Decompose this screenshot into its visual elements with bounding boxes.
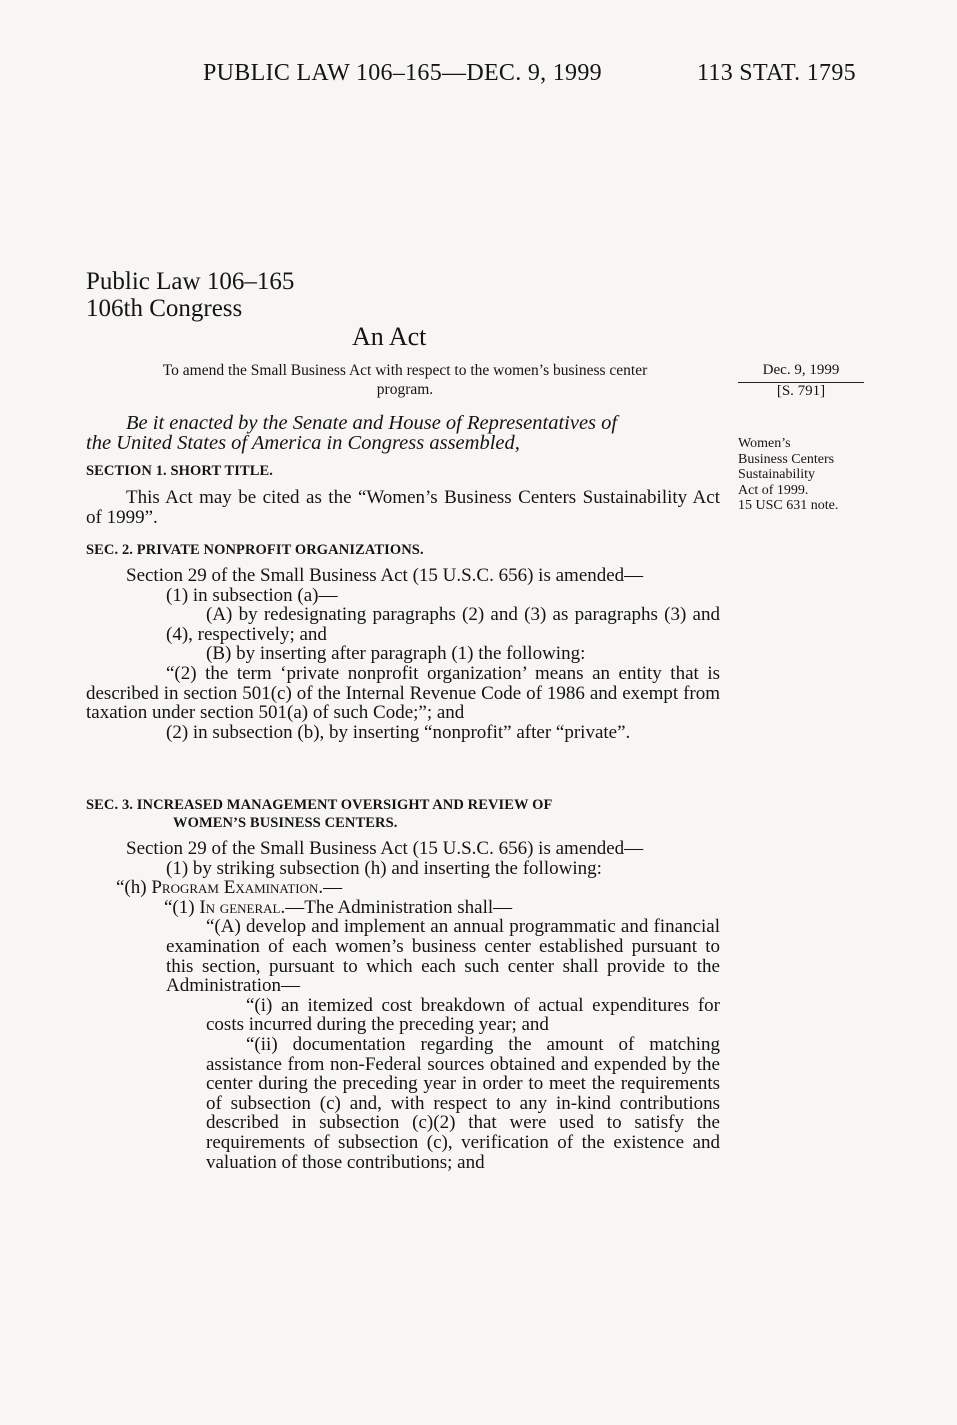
section-2-para-1B: (B) by inserting after paragraph (1) the following: <box>206 643 586 665</box>
purpose-line-2: program. <box>376 381 434 398</box>
section-2-para-2: (2) in subsection (b), by inserting “nonprofit” after “private”. <box>166 721 631 743</box>
act-purpose <box>112 361 698 399</box>
enactment-date: Dec. 9, 1999 <box>762 362 840 378</box>
clause-ii: “(ii) documentation regarding the amount of matching assistance from non-Federal sources obtained and expended by the center during the preceding year in order to meet the requirements of subsection (c) and, with respect to any in-kind contributions described in subsection (c)(2) that were used to satisfy the requirements of subsection (c), verification of the existence and valuation of those contributions; and <box>206 1033 720 1173</box>
paragraph-h1-text: —The Administration shall— <box>285 896 513 918</box>
section-3-heading-line-1: SEC. 3. INCREASED MANAGEMENT OVERSIGHT AND REVIEW OF <box>86 797 553 813</box>
section-1-text: This Act may be cited as the “Women’s Business Centers Sustainability Act of 1999”. <box>86 487 720 528</box>
section-3-heading-line-2: WOMEN’S BUSINESS CENTERS. <box>173 815 398 831</box>
section-2-intro: Section 29 of the Small Business Act (15 U.S.C. 656) is amended— <box>126 565 644 586</box>
subsection-h-heading <box>86 878 720 898</box>
subsection-h-prefix: “(h) <box>116 877 152 899</box>
clause-i: “(i) an itemized cost breakdown of actual expenditures for costs incurred during the preceding year; and <box>206 994 720 1036</box>
section-2-heading: SEC. 2. PRIVATE NONPROFIT ORGANIZATIONS. <box>86 542 424 558</box>
section-3-para-1: (1) by striking subsection (h) and inserting the following: <box>166 857 602 879</box>
stat-page-number: 113 STAT. 1795 <box>697 60 856 86</box>
section-3-intro: Section 29 of the Small Business Act (15 U.S.C. 656) is amended— <box>126 838 644 859</box>
section-1 <box>86 462 720 527</box>
act-label: An Act <box>352 322 427 351</box>
public-law-number: Public Law 106–165 <box>86 268 295 295</box>
usc-citation: 15 USC 631 note. <box>738 498 839 513</box>
section-2-para-1A: (A) by redesignating paragraphs (2) and (3) as paragraphs (3) and (4), respectively; and <box>166 604 720 645</box>
bill-number: [S. 791] <box>776 382 826 399</box>
subsection-h-title: Program Examination.— <box>151 877 343 899</box>
section-2-para-1: (1) in subsection (a)— <box>166 584 338 606</box>
margin-date-block <box>738 363 864 399</box>
margin-note-line: Business Centers <box>738 451 835 467</box>
congress-label: 106th Congress <box>86 295 243 322</box>
margin-note-line: Sustainability <box>738 467 815 482</box>
section-2 <box>86 541 720 742</box>
law-title-block <box>86 268 294 322</box>
section-2-inserted-text: “(2) the term ‘private nonprofit organization’ means an entity that is described in section 501(c) of the Internal Revenue Code of 1986 and exempt from taxation under section 501(a) of such Code;”; and <box>86 662 720 724</box>
paragraph-h1-prefix: “(1) <box>164 896 200 918</box>
running-head: PUBLIC LAW 106–165—DEC. 9, 1999 <box>203 60 602 86</box>
section-1-heading: SECTION 1. SHORT TITLE. <box>86 463 274 479</box>
section-3 <box>86 796 720 1172</box>
margin-note-line: Act of 1999. <box>738 482 809 498</box>
subparagraph-A: “(A) develop and implement an annual programmatic and financial examination of each women’s business center established pursuant to this section, pursuant to which each such center shall provide to the Administration— <box>166 916 720 997</box>
purpose-line-1: To amend the Small Business Act with respect to the women’s business center <box>162 362 648 379</box>
margin-note-line: Women’s <box>738 436 791 451</box>
enacting-line-1: Be it enacted by the Senate and House of Representatives of <box>126 412 618 434</box>
enacting-line-2: the United States of America in Congress assembled, <box>86 432 520 454</box>
paragraph-h1-heading <box>86 898 720 918</box>
paragraph-h1-title: In general. <box>199 896 286 918</box>
enacting-clause <box>86 413 720 453</box>
margin-short-title-note <box>738 436 878 514</box>
section-3-heading <box>86 796 720 832</box>
